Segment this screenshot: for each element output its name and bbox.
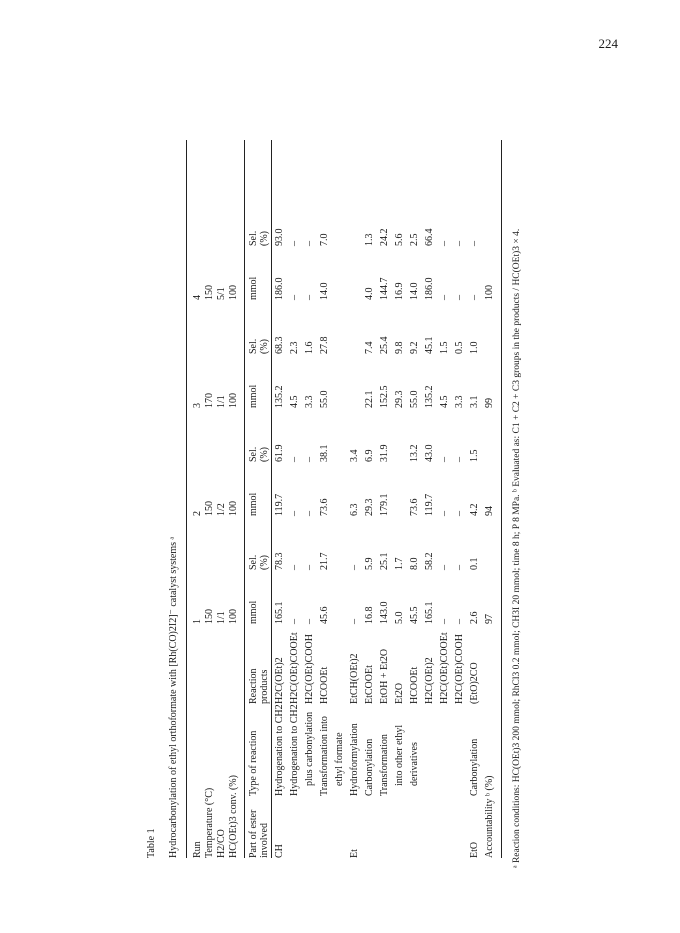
condition-value: 2 xyxy=(192,511,203,516)
row-type: Hydroformylation xyxy=(349,723,360,796)
row-value: – xyxy=(469,241,480,246)
row-part: Et xyxy=(349,849,360,858)
row-value: 2.5 xyxy=(409,233,420,246)
row-value: – xyxy=(289,565,300,570)
col-header-sel: Sel. xyxy=(248,230,259,246)
row-value: – xyxy=(289,295,300,300)
row-value: – xyxy=(304,295,315,300)
row-value: 14.0 xyxy=(319,282,330,300)
table-title: Hydrocarbonylation of ethyl orthoformate with [Rh(CO)2I2]⁻ catalyst systems ᵃ xyxy=(167,536,179,858)
col-header-part: Part of ester xyxy=(248,809,259,858)
row-value: 3.3 xyxy=(454,395,465,408)
row-value: 61.9 xyxy=(274,444,285,462)
row-value: 9.8 xyxy=(394,341,405,354)
condition-value: 150 xyxy=(204,285,215,300)
row-value: 16.9 xyxy=(394,282,405,300)
row-value: 3.1 xyxy=(469,395,480,408)
row-value: 99 xyxy=(484,398,495,408)
col-header-part: involved xyxy=(259,823,270,858)
row-value: 22.1 xyxy=(364,390,375,408)
col-header-sel: (%) xyxy=(259,339,270,354)
row-value: – xyxy=(289,511,300,516)
row-value: 135.2 xyxy=(424,385,435,408)
row-product: EtCH(OEt)2 xyxy=(349,653,360,704)
row-value: 55.0 xyxy=(409,390,420,408)
row-value: 93.0 xyxy=(274,228,285,246)
condition-label: H2/CO xyxy=(216,829,227,858)
rotated-table xyxy=(140,128,535,888)
row-product: Et2O xyxy=(394,682,405,704)
row-value: 45.6 xyxy=(319,606,330,624)
condition-value: 5/1 xyxy=(216,287,227,300)
row-value: 2.6 xyxy=(469,611,480,624)
header-rule xyxy=(244,140,245,858)
top-rule xyxy=(186,140,187,858)
row-value: 0.5 xyxy=(454,341,465,354)
row-product: H2C(OEt)2 xyxy=(424,657,435,704)
row-value: 45.5 xyxy=(409,606,420,624)
row-type: Hydrogenation to CH2 xyxy=(289,704,300,796)
row-value: 16.8 xyxy=(364,606,375,624)
row-value: – xyxy=(304,241,315,246)
row-value: – xyxy=(289,241,300,246)
condition-value: 4 xyxy=(192,295,203,300)
row-value: 73.6 xyxy=(319,498,330,516)
row-value: 6.9 xyxy=(364,449,375,462)
col-header-products: products xyxy=(259,669,270,704)
row-value: 3.4 xyxy=(349,449,360,462)
row-value: 13.2 xyxy=(409,444,420,462)
condition-value: 150 xyxy=(204,609,215,624)
row-value: 14.0 xyxy=(409,282,420,300)
row-value: 1.5 xyxy=(439,341,450,354)
condition-label: Run xyxy=(192,841,203,858)
row-value: 58.2 xyxy=(424,552,435,570)
row-product: HCOOEt xyxy=(319,666,330,704)
row-value: – xyxy=(304,457,315,462)
row-value: – xyxy=(439,241,450,246)
condition-value: 1/1 xyxy=(216,611,227,624)
page-number: 224 xyxy=(598,36,618,51)
row-value: – xyxy=(454,565,465,570)
condition-value: 150 xyxy=(204,501,215,516)
row-value: 186.0 xyxy=(424,277,435,300)
row-type: into other ethyl xyxy=(394,724,405,786)
col-header-mmol: mmol xyxy=(248,276,259,300)
row-value: 135.2 xyxy=(274,385,285,408)
col-header-sel: Sel. xyxy=(248,554,259,570)
condition-value: 1/2 xyxy=(216,503,227,516)
row-product: H2C(OEt)2 xyxy=(274,657,285,704)
row-value: 0.1 xyxy=(469,557,480,570)
row-value: 31.9 xyxy=(379,444,390,462)
row-value: 152.5 xyxy=(379,385,390,408)
row-value: 25.1 xyxy=(379,552,390,570)
row-value: 24.2 xyxy=(379,228,390,246)
row-value: 73.6 xyxy=(409,498,420,516)
row-value: 1.5 xyxy=(469,449,480,462)
table-number: Table 1 xyxy=(146,828,157,858)
row-value: 4.5 xyxy=(439,395,450,408)
row-value: – xyxy=(289,457,300,462)
col-header-type: Type of reaction xyxy=(248,730,259,796)
row-product: (EtO)2CO xyxy=(469,662,480,704)
row-type: plus carbonylation xyxy=(304,711,315,786)
row-value: 6.3 xyxy=(349,503,360,516)
row-value: 5.0 xyxy=(394,611,405,624)
row-product: HCOOEt xyxy=(409,666,420,704)
row-value: 29.3 xyxy=(394,390,405,408)
row-value: 144.7 xyxy=(379,277,390,300)
row-value: 3.3 xyxy=(304,395,315,408)
col-header-sel: (%) xyxy=(259,447,270,462)
row-value: 78.3 xyxy=(274,552,285,570)
row-value: 4.5 xyxy=(289,395,300,408)
col-header-mmol: mmol xyxy=(248,384,259,408)
row-value: 143.0 xyxy=(379,601,390,624)
row-value: – xyxy=(289,619,300,624)
row-value: 66.4 xyxy=(424,228,435,246)
row-value: 27.8 xyxy=(319,336,330,354)
row-value: – xyxy=(454,511,465,516)
row-part: Accountability ᵇ (%) xyxy=(484,775,495,858)
row-part: EtO xyxy=(469,841,480,858)
row-type: Carbonylation xyxy=(469,738,480,796)
row-type: Transformation into xyxy=(319,716,330,796)
row-product: H2C(OEt)COOEt xyxy=(439,632,450,704)
row-value: 29.3 xyxy=(364,498,375,516)
col-header-sel: Sel. xyxy=(248,446,259,462)
row-value: – xyxy=(304,619,315,624)
condition-value: 100 xyxy=(228,609,239,624)
row-product: H2C(OEt)COOEt xyxy=(289,632,300,704)
condition-value: 1/1 xyxy=(216,395,227,408)
row-value: 25.4 xyxy=(379,336,390,354)
row-value: 8.0 xyxy=(409,557,420,570)
condition-label: Temperature (°C) xyxy=(204,787,215,858)
col-header-mmol: mmol xyxy=(248,492,259,516)
row-value: 2.3 xyxy=(289,341,300,354)
row-value: 94 xyxy=(484,506,495,516)
row-value: 7.0 xyxy=(319,233,330,246)
bottom-rule xyxy=(501,140,502,858)
table-footnote: ᵃ Reaction conditions: HC(OEt)3 200 mmol; RhCl3 0.2 mmol; CH3I 20 mmol; time 8 h; P 8 MPa. ᵇ Evaluated as: C1 + C2 + C3 groups in the products / HC(OEt)3 × 4. xyxy=(512,228,522,868)
table-caption xyxy=(146,537,179,858)
row-value: 68.3 xyxy=(274,336,285,354)
row-product: EtOH + Et2O xyxy=(379,648,390,704)
row-product: H2C(OEt)COOH xyxy=(304,634,315,704)
row-type: ethyl formate xyxy=(334,732,345,786)
row-type: Transformation xyxy=(379,734,390,796)
row-part: CH xyxy=(274,844,285,858)
row-value: – xyxy=(439,565,450,570)
row-value: – xyxy=(454,457,465,462)
col-header-sel: Sel. xyxy=(248,338,259,354)
row-value: 38.1 xyxy=(319,444,330,462)
row-value: 165.1 xyxy=(424,601,435,624)
row-value: 4.0 xyxy=(364,287,375,300)
row-value: 21.7 xyxy=(319,552,330,570)
row-value: – xyxy=(304,565,315,570)
condition-value: 100 xyxy=(228,393,239,408)
row-value: 119.7 xyxy=(424,493,435,516)
row-value: 5.9 xyxy=(364,557,375,570)
row-value: 55.0 xyxy=(319,390,330,408)
row-value: – xyxy=(439,457,450,462)
row-value: – xyxy=(349,565,360,570)
row-product: EtCOOEt xyxy=(364,665,375,704)
row-value: 1.7 xyxy=(394,557,405,570)
row-value: – xyxy=(469,295,480,300)
row-value: 4.2 xyxy=(469,503,480,516)
condition-value: 100 xyxy=(228,285,239,300)
row-value: – xyxy=(454,241,465,246)
row-value: 7.4 xyxy=(364,341,375,354)
row-value: 9.2 xyxy=(409,341,420,354)
row-value: 165.1 xyxy=(274,601,285,624)
row-value: 97 xyxy=(484,614,495,624)
row-value: 43.0 xyxy=(424,444,435,462)
condition-value: 3 xyxy=(192,403,203,408)
col-header-sel: (%) xyxy=(259,231,270,246)
condition-label: HC(OEt)3 conv. (%) xyxy=(228,775,239,858)
row-value: 119.7 xyxy=(274,493,285,516)
condition-value: 170 xyxy=(204,393,215,408)
row-product: H2C(OEt)COOH xyxy=(454,634,465,704)
row-type: Hydrogenation to CH2 xyxy=(274,704,285,796)
row-type: derivatives xyxy=(409,742,420,786)
condition-value: 100 xyxy=(228,501,239,516)
row-value: 5.6 xyxy=(394,233,405,246)
row-value: – xyxy=(439,295,450,300)
row-value: 179.1 xyxy=(379,493,390,516)
row-value: 1.6 xyxy=(304,341,315,354)
row-value: 1.0 xyxy=(469,341,480,354)
row-value: – xyxy=(304,511,315,516)
row-value: 100 xyxy=(484,285,495,300)
col-header-sel: (%) xyxy=(259,555,270,570)
row-value: – xyxy=(439,511,450,516)
row-value: 1.3 xyxy=(364,233,375,246)
row-value: – xyxy=(439,619,450,624)
row-value: – xyxy=(454,619,465,624)
condition-value: 1 xyxy=(192,619,203,624)
col-header-mmol: mmol xyxy=(248,600,259,624)
row-value: – xyxy=(454,295,465,300)
row-value: 186.0 xyxy=(274,277,285,300)
col-header-products: Reaction xyxy=(248,668,259,704)
body-rule xyxy=(271,140,272,858)
row-type: Carbonylation xyxy=(364,738,375,796)
row-value: 45.1 xyxy=(424,336,435,354)
row-value: – xyxy=(349,619,360,624)
